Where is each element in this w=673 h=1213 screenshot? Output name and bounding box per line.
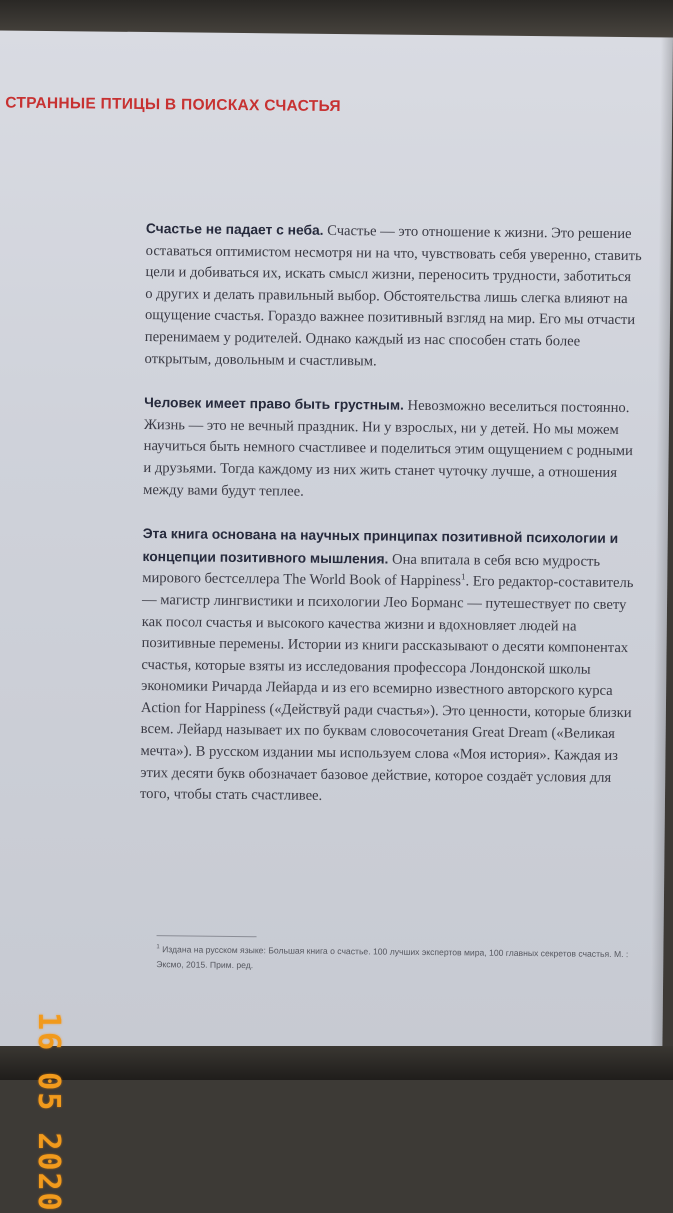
page-edge-shadow xyxy=(650,37,673,1053)
chapter-heading: СТРАННЫЕ ПТИЦЫ В ПОИСКАХ СЧАСТЬЯ xyxy=(5,94,341,116)
footnote-divider xyxy=(157,935,257,937)
paragraph-lead: Человек имеет право быть грустным. xyxy=(144,395,405,413)
paragraph-lead: Счастье не падает с неба. xyxy=(145,221,324,238)
desk-surface-bottom xyxy=(0,1046,673,1080)
footnote-marker: 1 xyxy=(460,571,466,582)
footnote-number: 1 xyxy=(156,944,160,951)
footnote xyxy=(156,942,632,977)
paragraph-body: Счастье — это отношение к жизни. Это решение оставаться оптимистом несмотря ни на что, чувствовать себя уверенно, ставить цели и добиваться их, искать смысл жизни, переносить трудности, заботиться о других и делать правильный выбор. Обстоятельства лишь слегка влияют на ощущение счастья. Гораздо важнее позитивный взгляд на мир. Его мы отчасти перенимаем у родителей. Однако каждый из нас способен стать более открытым, довольным и счастливым. xyxy=(144,222,642,370)
paragraph-body-continued: . Его редактор-составитель — магистр лингвистики и психологии Лео Борманс — путешествует по свету как посол счастья и высокого качества жизни и вдохновляет людей на позитивные перемены. Истории из книги рассказывают о десяти компонентах счастья, которые взяты из исследования профессора Лондонской школы экономики Ричарда Лейарда и из его всемирно известного авторского курса Action for Happiness («Действуй ради счастья»). Это ценности, которые близки всем. Лейард называет их по буквам словосочетания Great Dream («Великая мечта»). В русском издании мы используем слова «Моя история». Каждая из этих десяти букв обозначает базовое действие, которое создаёт условия для того, чтобы стать счастливее. xyxy=(139,573,634,805)
paragraph-book-basis xyxy=(140,523,639,811)
paragraph-body: Невозможно веселиться постоянно. Жизнь — это не вечный праздник. Ни у взрослых, ни у детей. Но мы можем научиться быть немного счастливее и поделиться этим ощущением с родными и друзьями. Тогда каждому из них жить станет чуточку лучше, а отношения между вами будут теплее. xyxy=(143,397,633,500)
camera-date-stamp: 16 05 2020 xyxy=(31,1012,66,1213)
book-page xyxy=(0,30,673,1053)
paragraph-happiness xyxy=(144,218,642,375)
main-text xyxy=(140,218,642,833)
footnote-text: Издана на русском языке: Большая книга о счастье. 100 лучших экспертов мира, 100 главных секретов счастья. М. : Эксмо, 2015. Прим. ред. xyxy=(156,944,629,971)
paragraph-body: Она впитала в себя всю мудрость мирового бестселлера The World Book of Happiness xyxy=(142,551,601,590)
paragraph-lead: Эта книга основана на научных принципах позитивной психологии и концепции позитивного мышления. xyxy=(142,526,619,567)
paragraph-sadness xyxy=(143,392,640,506)
